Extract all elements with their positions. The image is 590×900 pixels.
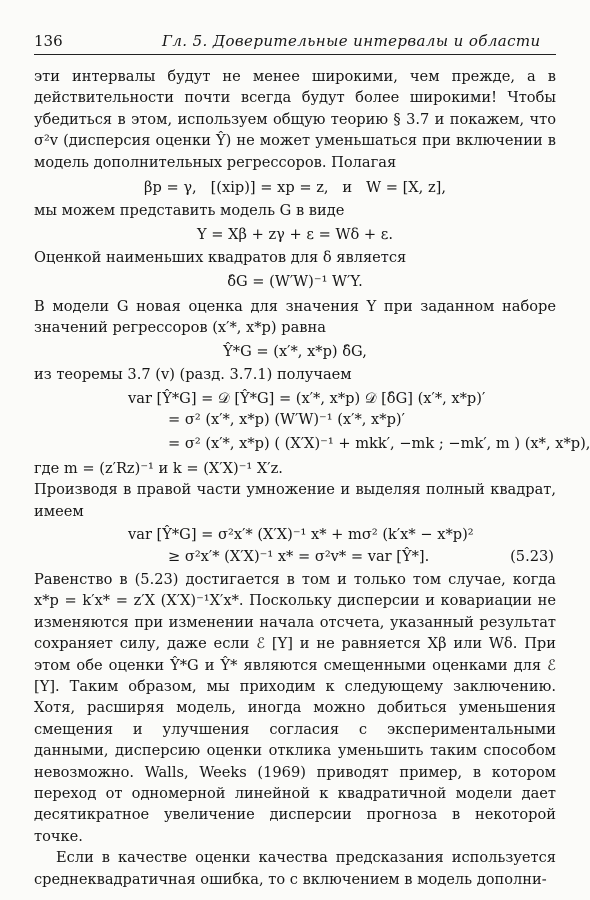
paragraph-2: мы можем представить модель G в виде <box>34 202 345 220</box>
paragraph-1: эти интервалы будут не менее широкими, чем прежде, а в действительности почти всегда будут более широкими! Чтобы убедиться в этом, используем общую теорию § 3.7 и покажем, что σ²v (дисперсия оценки Ŷ) не может уменьшаться при включении в модель дополнительных регрессоров. Полагая <box>34 68 556 171</box>
equation-var-expanded-2: ≥ σ²x′* (X′X)⁻¹ x* = σ²v* = var [Ŷ*]. <box>168 547 430 565</box>
equation-variance-line-2: = σ² (x′*, x*p) (W′W)⁻¹ (x′*, x*p)′ <box>168 411 405 429</box>
paragraph-9: Если в качестве оценки качества предсказания используется среднеквадратичная ошибка, то с включением в модель дополни- <box>34 849 556 888</box>
paragraph-7: Производя в правой части умножение и выделяя полный квадрат, имеем <box>34 481 556 520</box>
equation-definitions: βp = γ, [(xip)] = xp = z, и W = [X, z], <box>144 179 446 197</box>
equation-var-expanded-2-row <box>34 546 556 567</box>
running-title: Гл. 5. Доверительные интервалы и области <box>162 32 541 50</box>
paragraph-4: В модели G новая оценка для значения Y при заданном наборе значений регрессоров (x′*, x*p) равна <box>34 298 556 337</box>
equation-model-g: Y = Xβ + zγ + ε = Wδ + ε. <box>197 225 393 243</box>
equation-variance-line-1: var [Ŷ*G] = 𝒟 [Ŷ*G] = (x′*, x*p) 𝒟 [δ̂G] (x′*, x*p)′ <box>128 389 486 407</box>
page-number: 136 <box>34 32 63 50</box>
page-header <box>34 30 556 55</box>
paragraph-6: где m = (z′Rz)⁻¹ и k = (X′X)⁻¹ X′z. <box>34 459 283 477</box>
paragraph-8: Равенство в (5.23) достигается в том и только том случае, когда x*p = k′x* = z′X (X′X)⁻¹X′x*. Поскольку дисперсии и ковариации не изменяются при изменении начала отсчета, указанный результат сохраняет силу, даже если ℰ [Y] и не равняется Xβ или Wδ. При этом обе оценки Ŷ*G и Ŷ* являются смещенными оценками для ℰ [Y]. Таким образом, мы приходим к следующему заключению. Хотя, расширяя модель, иногда можно добиться уменьшения смещения и улучшения согласия с экспериментальными данными, дисперсию оценки отклика уменьшить таким способом невозможно. Walls, Weeks (1969) приводят пример, в котором переход от одномерной линейной к квадратичной модели дает десятикратное увеличение дисперсии прогноза в некоторой точке. <box>34 570 556 845</box>
equation-variance-line-3: = σ² (x′*, x*p) ( (X′X)⁻¹ + mkk′, −mk ; −mk′, m ) (x*, x*p), <box>168 434 590 452</box>
paragraph-3: Оценкой наименьших квадратов для δ является <box>34 249 407 267</box>
equation-new-estimate: Ŷ*G = (x′*, x*p) δ̂G, <box>223 342 367 360</box>
page-body <box>34 66 590 890</box>
paragraph-5: из теоремы 3.7 (v) (разд. 3.7.1) получаем <box>34 366 352 384</box>
equation-number: (5.23) <box>510 547 554 565</box>
equation-var-expanded-1: var [Ŷ*G] = σ²x′* (X′X)⁻¹ x* + mσ² (k′x* − x*p)² <box>128 526 474 544</box>
equation-ls-estimate: δ̂G = (W′W)⁻¹ W′Y. <box>227 272 363 290</box>
